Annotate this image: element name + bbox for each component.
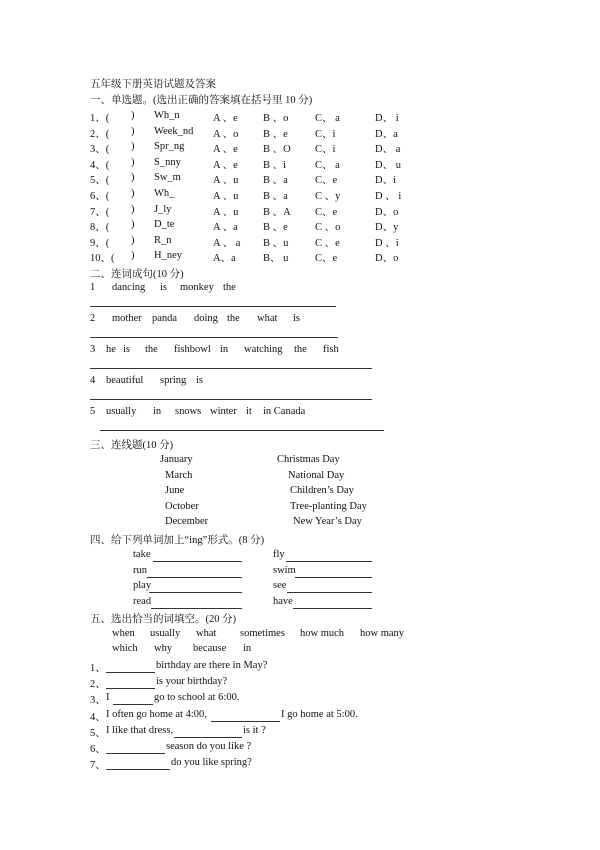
option-c: C、e — [315, 175, 338, 187]
word-bank-item: because — [193, 643, 227, 654]
question-number: 9、( — [90, 237, 110, 249]
answer-line[interactable] — [100, 430, 384, 431]
base-word: fly — [273, 549, 285, 560]
question-number: 1 — [90, 282, 96, 293]
fill-blank[interactable] — [211, 721, 280, 722]
option-d: D、y — [375, 222, 399, 234]
missing-letter-word: R_n — [154, 234, 172, 246]
option-a: A 、u — [213, 175, 239, 187]
close-paren: ) — [131, 156, 135, 168]
missing-letter-word: S_nny — [154, 156, 181, 168]
ing-answer-blank[interactable] — [286, 561, 372, 562]
ing-answer-blank[interactable] — [149, 592, 242, 593]
word-bank-item: usually — [150, 628, 181, 639]
question-number: 2、( — [90, 128, 110, 140]
scrambled-word: watching — [244, 344, 283, 355]
question-number: 3、 — [90, 695, 106, 707]
question-number: 7、 — [90, 760, 106, 772]
scrambled-word: he — [106, 344, 116, 355]
scrambled-word: in — [220, 344, 229, 355]
scrambled-word: the — [294, 344, 307, 355]
scrambled-word: beautiful — [106, 375, 144, 386]
missing-letter-word: Wh_n — [154, 110, 180, 121]
fill-blank[interactable] — [113, 704, 153, 705]
question-number: 5、 — [90, 727, 106, 739]
answer-blank[interactable] — [116, 235, 130, 247]
answer-line[interactable] — [90, 368, 372, 369]
question-number: 5 — [90, 406, 96, 417]
answer-blank[interactable] — [116, 110, 130, 122]
close-paren: ) — [131, 188, 135, 199]
option-c: C、i — [315, 128, 336, 140]
sentence-text: I — [106, 692, 110, 704]
scrambled-word: is — [123, 344, 131, 355]
option-d: D 、i — [375, 237, 399, 249]
option-b: B 、O — [263, 144, 291, 156]
scrambled-word: fishbowl — [174, 344, 211, 355]
sentence-text: I go home at 5:00. — [281, 708, 358, 720]
close-paren: ) — [131, 219, 135, 231]
question-number: 7、( — [90, 206, 110, 218]
word-bank-item: sometimes — [240, 628, 285, 639]
fill-blank[interactable] — [106, 672, 155, 673]
holiday-item: Children’s Day — [290, 485, 354, 497]
answer-blank[interactable] — [116, 126, 130, 138]
option-a: A 、 a — [213, 237, 241, 249]
option-d: D、a — [375, 128, 398, 140]
holiday-item: New Year’s Day — [293, 516, 362, 528]
ing-answer-blank[interactable] — [287, 592, 372, 593]
question-number: 4 — [90, 375, 96, 386]
word-bank-item: in — [243, 643, 252, 654]
option-c: C、e — [315, 253, 338, 265]
option-d: D、o — [375, 253, 399, 265]
option-c: C、i — [315, 144, 336, 156]
scrambled-word: what — [257, 313, 278, 324]
option-a: A 、u — [213, 206, 239, 218]
answer-blank[interactable] — [116, 219, 130, 231]
close-paren: ) — [131, 125, 135, 137]
ing-answer-blank[interactable] — [151, 608, 242, 609]
scrambled-word: the — [227, 313, 240, 324]
sentence-text: I often go home at 4:00, — [106, 708, 207, 720]
question-number: 2 — [90, 313, 96, 324]
option-b: B 、u — [263, 237, 289, 249]
scrambled-word: is — [160, 282, 168, 293]
question-number: 6、 — [90, 744, 106, 755]
holiday-item: Tree-planting Day — [290, 500, 367, 512]
option-c: C 、e — [315, 237, 340, 249]
base-word: take — [133, 549, 151, 560]
scrambled-word: doing — [194, 313, 218, 324]
close-paren: ) — [131, 203, 135, 215]
fill-blank[interactable] — [106, 769, 170, 770]
base-word: see — [273, 580, 287, 592]
scrambled-word: snows — [175, 406, 202, 417]
sentence-text: birthday are there in May? — [156, 660, 268, 671]
section3-heading: 三、连线题(10 分) — [90, 440, 174, 451]
base-word: have — [273, 595, 293, 607]
word-bank-item: how many — [360, 628, 405, 639]
option-b: B 、i — [263, 159, 287, 171]
option-a: A 、e — [213, 113, 238, 124]
sentence-text: go to school at 6:00. — [154, 692, 240, 704]
base-word: run — [133, 564, 147, 576]
scrambled-word: usually — [106, 406, 137, 417]
word-bank-item: why — [154, 643, 173, 654]
close-paren: ) — [131, 141, 135, 153]
question-number: 3 — [90, 344, 96, 355]
ing-answer-blank[interactable] — [295, 577, 372, 578]
ing-answer-blank[interactable] — [147, 577, 242, 578]
scrambled-word: is — [196, 375, 204, 386]
base-word: play — [133, 580, 152, 592]
scrambled-word: in — [153, 406, 162, 417]
ing-answer-blank[interactable] — [293, 608, 372, 609]
section2-heading: 二、连词成句(10 分) — [90, 269, 184, 280]
missing-letter-word: Spr_ng — [154, 141, 185, 153]
option-d: D 、 i — [375, 191, 402, 202]
sentence-text: season do you like ? — [166, 741, 252, 752]
option-d: D、i — [375, 175, 396, 187]
question-number: 4、 — [90, 711, 106, 723]
scrambled-word: is — [293, 313, 301, 324]
fill-blank[interactable] — [106, 688, 155, 689]
scrambled-word: monkey — [180, 282, 214, 293]
month-item: October — [165, 500, 199, 512]
scrambled-word: spring — [160, 375, 187, 386]
sentence-text: I like that dress, — [106, 724, 174, 736]
option-c: C 、y — [315, 191, 341, 202]
sentence-text: is your birthday? — [156, 676, 228, 688]
missing-letter-word: Week_nd — [154, 125, 194, 137]
scrambled-word: in Canada — [263, 406, 306, 417]
holiday-item: National Day — [288, 469, 345, 481]
scrambled-word: the — [223, 282, 236, 293]
word-bank-item: which — [112, 643, 138, 654]
sentence-text: do you like spring? — [171, 757, 252, 769]
option-a: A 、e — [213, 144, 238, 156]
missing-letter-word: H_ney — [154, 250, 182, 262]
ing-answer-blank[interactable] — [153, 561, 242, 562]
month-item: March — [165, 469, 193, 481]
answer-blank[interactable] — [116, 204, 130, 216]
scrambled-word: mother — [112, 313, 142, 324]
question-number: 3、( — [90, 144, 110, 156]
option-b: B 、A — [263, 206, 291, 218]
scrambled-word: fish — [323, 344, 339, 355]
question-number: 1、 — [90, 663, 106, 674]
missing-letter-word: J_ly — [154, 203, 172, 215]
fill-blank[interactable] — [106, 753, 165, 754]
question-number: 8、( — [90, 222, 110, 234]
word-bank-item: what — [196, 628, 217, 639]
answer-line[interactable] — [90, 399, 372, 400]
scrambled-word: dancing — [112, 282, 146, 293]
close-paren: ) — [131, 172, 135, 184]
option-d: D、 a — [375, 144, 401, 156]
sentence-text: is it ? — [243, 724, 266, 736]
question-number: 4、( — [90, 159, 110, 171]
missing-letter-word: Sw_m — [154, 172, 181, 184]
option-a: A 、u — [213, 191, 239, 202]
close-paren: ) — [131, 234, 135, 246]
option-b: B 、a — [263, 175, 288, 187]
answer-blank[interactable] — [116, 172, 130, 184]
answer-line[interactable] — [90, 337, 338, 338]
scrambled-word: panda — [152, 313, 178, 324]
question-number: 5、( — [90, 175, 110, 187]
scrambled-word: winter — [210, 406, 237, 417]
question-number: 6、( — [90, 191, 110, 202]
month-item: December — [165, 516, 209, 528]
option-b: B 、o — [263, 113, 289, 124]
word-bank-item: when — [112, 628, 135, 639]
question-number: 2、 — [90, 679, 106, 691]
option-a: A 、e — [213, 159, 238, 171]
close-paren: ) — [131, 250, 135, 262]
answer-line[interactable] — [90, 306, 336, 307]
scrambled-word: the — [145, 344, 158, 355]
option-a: A 、a — [213, 222, 238, 234]
option-b: B 、e — [263, 222, 288, 234]
option-d: D、o — [375, 206, 399, 218]
base-word: read — [133, 595, 152, 607]
option-a: A、a — [213, 253, 236, 265]
month-item: June — [165, 485, 185, 497]
close-paren: ) — [131, 110, 135, 121]
option-c: C、e — [315, 206, 338, 218]
question-number: 1、( — [90, 113, 110, 124]
option-b: B、 u — [263, 253, 289, 265]
answer-blank[interactable] — [116, 188, 130, 200]
option-d: D、 i — [375, 113, 399, 124]
option-c: C 、o — [315, 222, 341, 234]
option-b: B 、e — [263, 128, 288, 140]
missing-letter-word: Wh_ — [154, 188, 175, 199]
answer-blank[interactable] — [116, 250, 130, 262]
option-c: C、 a — [315, 159, 340, 171]
option-a: A 、o — [213, 128, 239, 140]
word-bank-item: how much — [300, 628, 345, 639]
missing-letter-word: D_te — [154, 219, 175, 231]
answer-blank[interactable] — [116, 157, 130, 169]
option-d: D、 u — [375, 159, 401, 171]
base-word: swim — [273, 564, 296, 576]
scrambled-word: it — [246, 406, 252, 417]
fill-blank[interactable] — [174, 737, 242, 738]
month-item: January — [160, 454, 193, 465]
section5-heading: 五、选出恰当的词填空。(20 分) — [90, 614, 237, 625]
section4-heading: 四、给下列单词加上“ing”形式。(8 分) — [90, 535, 265, 546]
section1-heading: 一、单选题。(选出正确的答案填在括号里 10 分) — [90, 95, 313, 106]
answer-blank[interactable] — [116, 141, 130, 153]
holiday-item: Christmas Day — [277, 454, 340, 465]
question-number: 10、( — [90, 253, 115, 265]
option-b: B 、a — [263, 191, 288, 202]
page-title: 五年级下册英语试题及答案 — [90, 79, 216, 90]
option-c: C、 a — [315, 113, 340, 124]
